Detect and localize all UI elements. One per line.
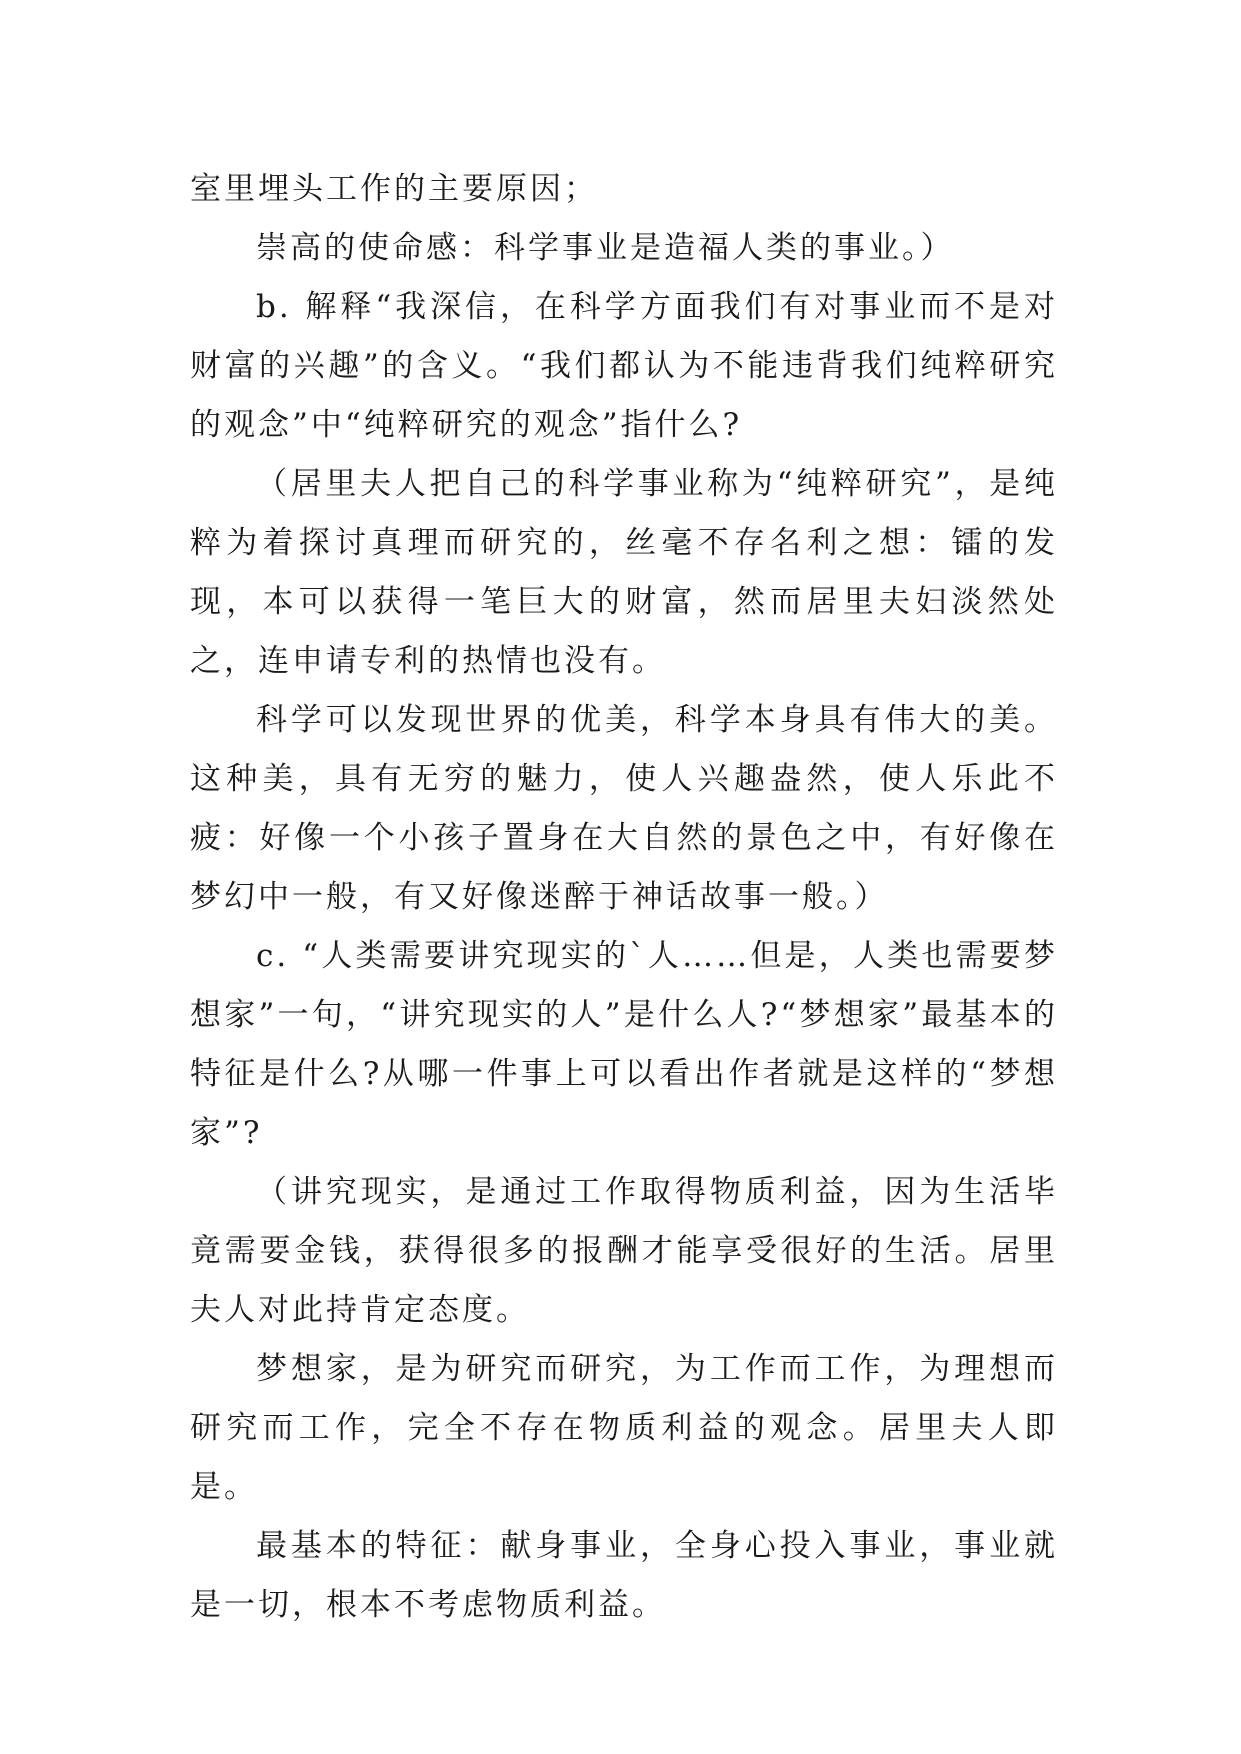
- paragraph-answer-b: （居里夫人把自己的科学事业称为“纯粹研究”，是纯粹为着探讨真理而研究的，丝毫不存名利之想：镭的发现，本可以获得一笔巨大的财富，然而居里夫妇淡然处之，连申请专利的热情也没有。: [190, 466, 1058, 679]
- paragraph-continuation: 室里埋头工作的主要原因；: [190, 171, 598, 207]
- paragraph-mission: 崇高的使命感：科学事业是造福人类的事业。）: [256, 230, 955, 266]
- paragraph-science-beauty: 科学可以发现世界的优美，科学本身具有伟大的美。这种美，具有无穷的魅力，使人兴趣盎然，使人乐此不疲：好像一个小孩子置身在大自然的景色之中，有好像在梦幻中一般，有又好像迷醉于神话故事一般。）: [190, 702, 1058, 915]
- paragraph-answer-c-feature: 最基本的特征：献身事业，全身心投入事业，事业就是一切，根本不考虑物质利益。: [190, 1528, 1058, 1623]
- paragraph-answer-c-realist: （讲究现实，是通过工作取得物质利益，因为生活毕竟需要金钱，获得很多的报酬才能享受很好的生活。居里夫人对此持肯定态度。: [190, 1174, 1058, 1328]
- paragraph-question-c: c. “人类需要讲究现实的`人……但是，人类也需要梦想家”一句，“讲究现实的人”是什么人?“梦想家”最基本的特征是什么?从哪一件事上可以看出作者就是这样的“梦想家”?: [190, 938, 1058, 1151]
- paragraph-answer-c-dreamer: 梦想家，是为研究而研究，为工作而工作，为理想而研究而工作，完全不存在物质利益的观念。居里夫人即是。: [190, 1351, 1058, 1505]
- paragraph-question-b: b. 解释“我深信，在科学方面我们有对事业而不是对财富的兴趣”的含义。“我们都认为不能违背我们纯粹研究的观念”中“纯粹研究的观念”指什么?: [190, 289, 1058, 443]
- document-body: [190, 160, 1058, 1635]
